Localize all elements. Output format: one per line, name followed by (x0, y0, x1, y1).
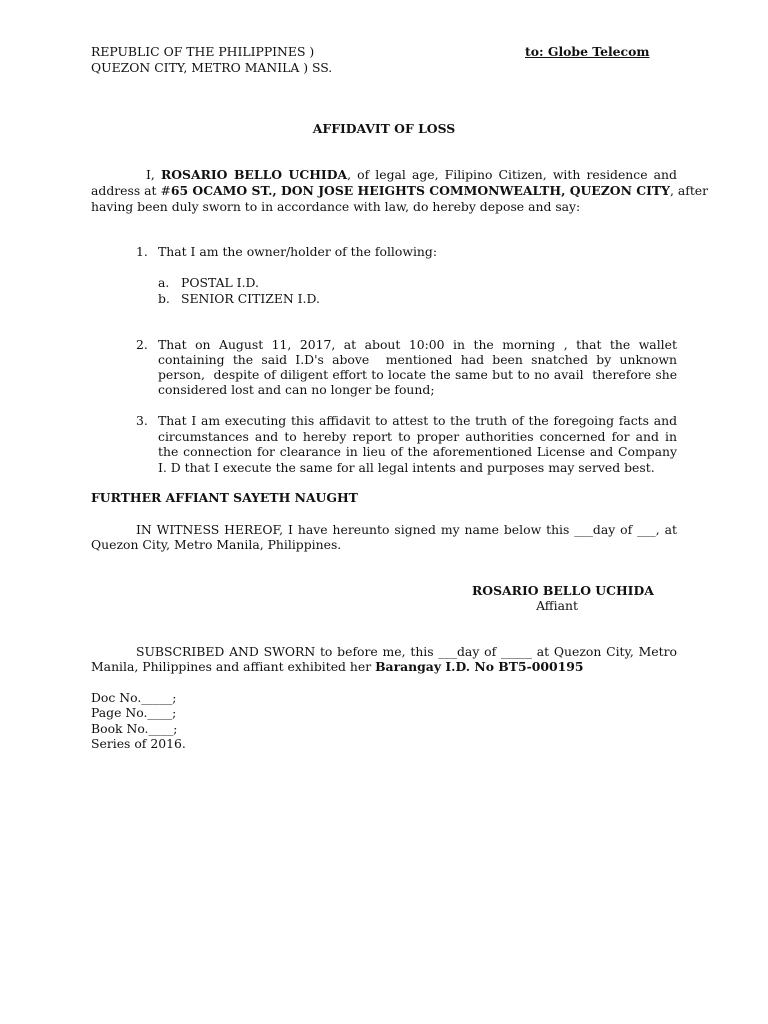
intro-text: , of legal age, Filipino Citizen, with residence and (347, 167, 677, 182)
item-2-text: That on August 11, 2017, at about 10:00 in the morning , that the wallet (158, 337, 677, 352)
affiant-address: 65 OCAMO ST., DON JOSE HEIGHTS COMMONWEALTH, QUEZON CITY (170, 183, 670, 198)
witness-line-1 (136, 522, 677, 538)
item-3-text: circumstances and to hereby report to proper authorities concerned for and in (158, 429, 677, 444)
intro-text: address at # (91, 183, 171, 198)
subitem-b-text: SENIOR CITIZEN I.D. (181, 291, 320, 306)
jurat-line-1 (136, 644, 677, 660)
intro-line-1 (146, 167, 677, 183)
intro-text: , after (669, 183, 709, 198)
jurat-text: SUBSCRIBED AND SWORN to before me, this ___day of _____ at Quezon City, Metro (136, 644, 677, 659)
witness-line-2: Quezon City, Metro Manila, Philippines. (91, 537, 342, 552)
series-year: Series of 2016. (91, 736, 186, 751)
signature-role: Affiant (536, 598, 578, 613)
item-2-line-1 (158, 337, 677, 353)
book-number: Book No.____; (91, 721, 178, 736)
item-2-line-4: considered lost and can no longer be found; (158, 382, 435, 397)
witness-text: IN WITNESS HEREOF, I have hereunto signed my name below this ___day of ___, at (136, 522, 677, 537)
further-affiant-heading: FURTHER AFFIANT SAYETH NAUGHT (91, 490, 358, 505)
item-3-text: That I am executing this affidavit to attest to the truth of the foregoing facts and (158, 413, 678, 428)
intro-line-3: having been duly sworn to in accordance with law, do hereby depose and say: (91, 199, 581, 214)
page-number: Page No.____; (91, 705, 177, 720)
subitem-b-letter: b. (158, 291, 170, 306)
doc-number: Doc No._____; (91, 690, 177, 705)
subitem-a-letter: a. (158, 275, 170, 290)
item-3-number: 3. (136, 413, 148, 428)
document-title: AFFIDAVIT OF LOSS (312, 121, 456, 136)
venue-line-1: REPUBLIC OF THE PHILIPPINES ) (91, 44, 315, 59)
item-3-line-1 (158, 413, 677, 429)
intro-text: I, (146, 167, 161, 182)
item-1-number: 1. (136, 244, 148, 259)
affiant-name: ROSARIO BELLO UCHIDA (160, 167, 348, 182)
item-3-text: the connection for clearance in lieu of the aforementioned License and Company (158, 444, 678, 459)
barangay-id: Barangay I.D. No BT5-000195 (375, 659, 584, 674)
item-2-line-2 (158, 352, 677, 368)
venue-line-2: QUEZON CITY, METRO MANILA ) SS. (91, 60, 333, 75)
subitem-a-text: POSTAL I.D. (181, 275, 259, 290)
jurat-text: Manila, Philippines and affiant exhibited her (91, 659, 376, 674)
item-2-number: 2. (136, 337, 148, 352)
intro-line-2 (91, 183, 708, 199)
addressee: to: Globe Telecom (525, 44, 650, 59)
item-3-line-4: I. D that I execute the same for all legal intents and purposes may served best. (158, 460, 655, 475)
signature-name: ROSARIO BELLO UCHIDA (472, 583, 654, 598)
item-2-text: person, despite of diligent effort to locate the same but to no avail therefore she (158, 367, 678, 382)
item-3-line-3 (158, 444, 677, 460)
item-3-line-2 (158, 429, 677, 445)
item-2-text: containing the said I.D's above mentioned had been snatched by unknown (158, 352, 677, 367)
jurat-line-2 (91, 659, 583, 675)
item-1-text: That I am the owner/holder of the following: (158, 244, 437, 259)
item-2-line-3 (158, 367, 677, 383)
